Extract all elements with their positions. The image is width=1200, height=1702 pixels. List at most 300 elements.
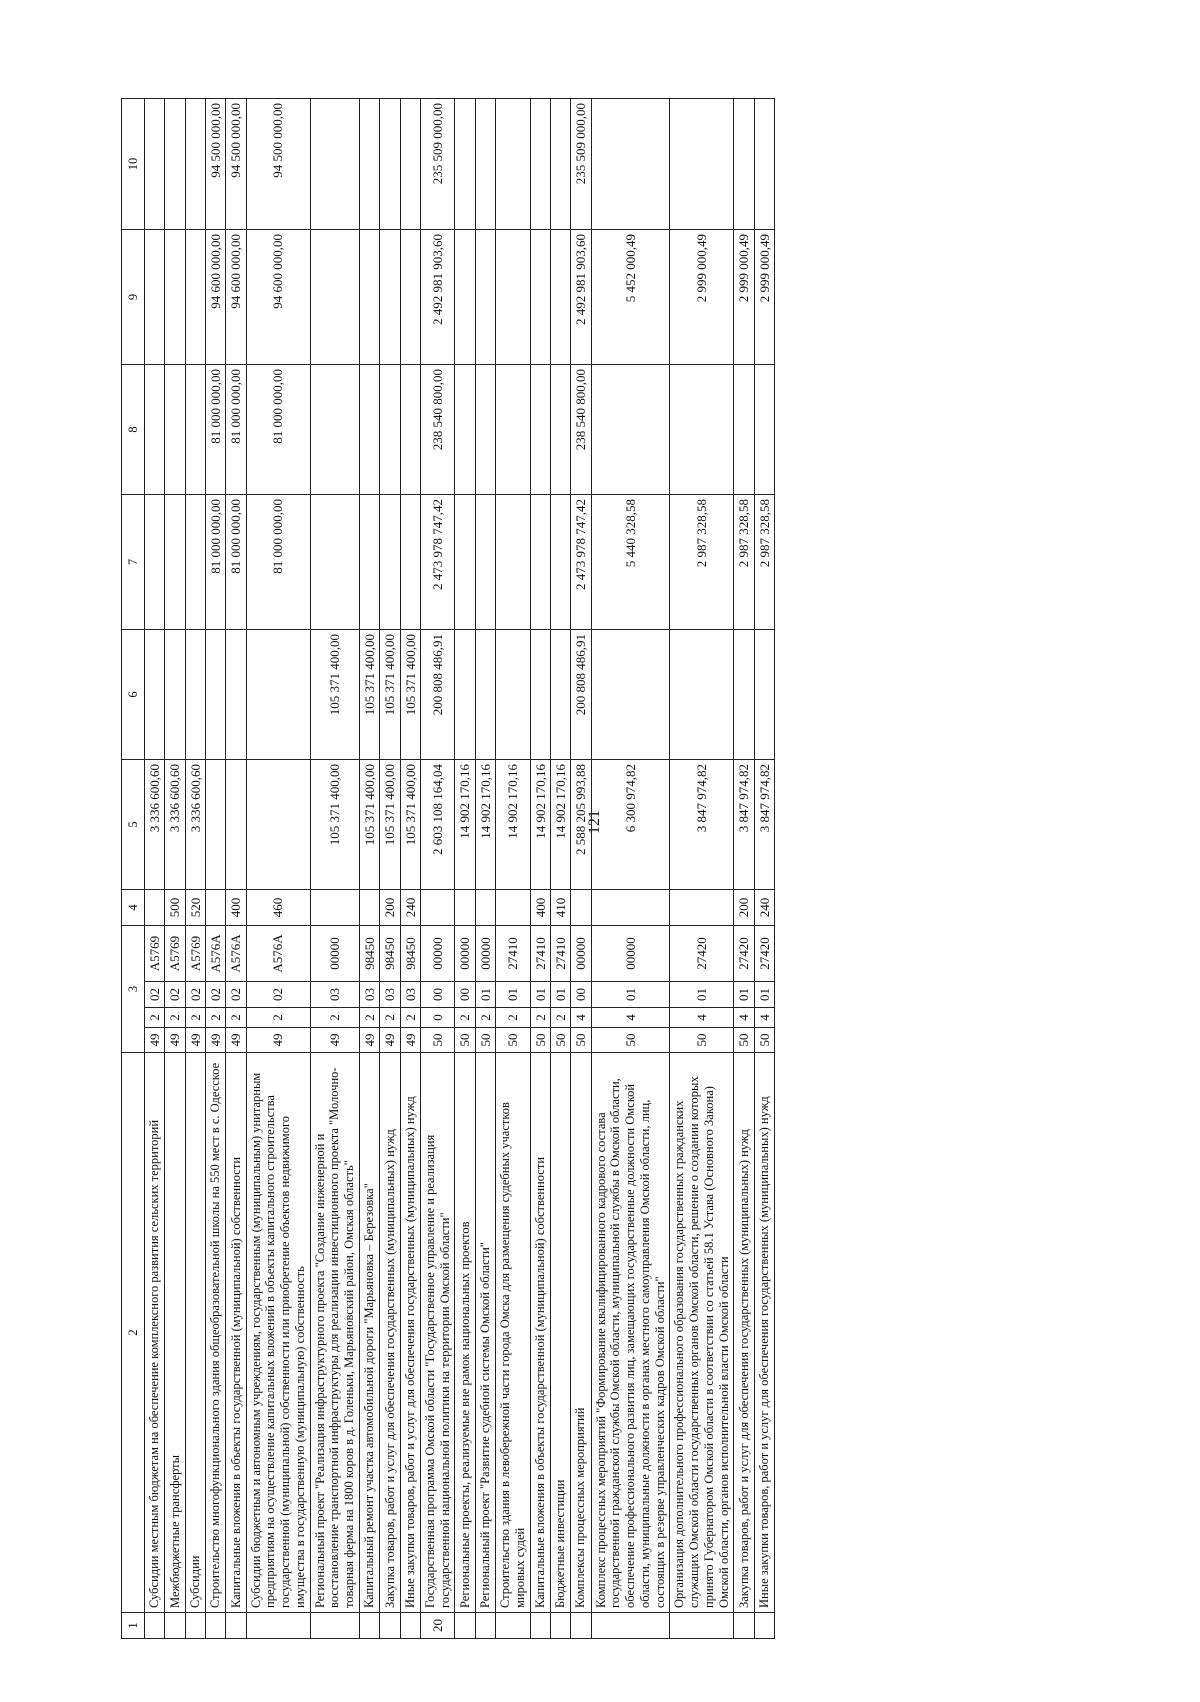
- code-event: 00: [455, 982, 475, 1008]
- row-name: Субсидии местным бюджетам на обеспечение комплексного развития сельских территорий: [145, 1053, 165, 1613]
- value-col-10: [530, 99, 550, 230]
- table-row: [380, 99, 400, 1639]
- value-col-7: [400, 495, 420, 630]
- row-name: Капитальный ремонт участка автомобильной дороги "Марьяновка – Березовка": [359, 1053, 379, 1613]
- row-index: [359, 1613, 379, 1639]
- code-subprogram: 2: [496, 1008, 531, 1028]
- code-subprogram: 2: [226, 1008, 246, 1028]
- code-event: 01: [734, 982, 754, 1008]
- code-subprogram: 2: [165, 1008, 185, 1028]
- code-direction: 00000: [591, 926, 670, 982]
- value-col-6: [165, 630, 185, 760]
- expense-type: [455, 890, 475, 926]
- expense-type: [670, 890, 734, 926]
- code-direction: 00000: [310, 926, 359, 982]
- value-col-9: 2 999 000,49: [670, 230, 734, 365]
- row-name: Иные закупки товаров, работ и услуг для обеспечения государственных (муниципальных) нужд: [400, 1053, 420, 1613]
- header-col-7: 7: [122, 495, 145, 630]
- value-col-10: [380, 99, 400, 230]
- value-col-10: 94 500 000,00: [226, 99, 246, 230]
- value-col-9: [530, 230, 550, 365]
- row-index: [380, 1613, 400, 1639]
- code-subprogram: 4: [734, 1008, 754, 1028]
- value-col-9: [145, 230, 165, 365]
- value-col-5: 3 336 600,60: [145, 760, 165, 890]
- table-row: [670, 99, 734, 1639]
- code-subprogram: 2: [550, 1008, 570, 1028]
- code-subprogram: 2: [310, 1008, 359, 1028]
- value-col-6: [734, 630, 754, 760]
- value-col-8: [496, 365, 531, 495]
- expense-type: 200: [734, 890, 754, 926]
- value-col-6: [455, 630, 475, 760]
- row-name: Региональные проекты, реализуемые вне рамок национальных проектов: [455, 1053, 475, 1613]
- value-col-6: 105 371 400,00: [310, 630, 359, 760]
- code-program: 49: [145, 1028, 165, 1053]
- header-col-10: 10: [122, 99, 145, 230]
- value-col-9: [455, 230, 475, 365]
- code-event: 01: [496, 982, 531, 1008]
- value-col-5: 14 902 170,16: [475, 760, 495, 890]
- table-row: [475, 99, 495, 1639]
- value-col-8: 81 000 000,00: [205, 365, 225, 495]
- value-col-7: [380, 495, 400, 630]
- value-col-8: [754, 365, 774, 495]
- code-subprogram: 2: [400, 1008, 420, 1028]
- value-col-6: [226, 630, 246, 760]
- row-index: [400, 1613, 420, 1639]
- expense-type: 460: [246, 890, 310, 926]
- code-direction: 00000: [571, 926, 591, 982]
- expense-type: 400: [530, 890, 550, 926]
- code-direction: 27420: [670, 926, 734, 982]
- expense-type: [591, 890, 670, 926]
- expense-type: [475, 890, 495, 926]
- value-col-7: [165, 495, 185, 630]
- code-event: 02: [246, 982, 310, 1008]
- table-row: [400, 99, 420, 1639]
- code-subprogram: 4: [670, 1008, 734, 1028]
- row-name: Межбюджетные трансферты: [165, 1053, 185, 1613]
- code-program: 49: [185, 1028, 205, 1053]
- row-index: [670, 1613, 734, 1639]
- row-index: [145, 1613, 165, 1639]
- value-col-9: [165, 230, 185, 365]
- value-col-9: 94 600 000,00: [205, 230, 225, 365]
- code-direction: A5769: [165, 926, 185, 982]
- expense-type: [496, 890, 531, 926]
- row-name: Бюджетные инвестиции: [550, 1053, 570, 1613]
- value-col-7: 5 440 328,58: [591, 495, 670, 630]
- value-col-7: 2 987 328,58: [754, 495, 774, 630]
- header-col-9: 9: [122, 230, 145, 365]
- value-col-9: [359, 230, 379, 365]
- code-program: 50: [455, 1028, 475, 1053]
- value-col-8: [591, 365, 670, 495]
- value-col-5: 3 847 974,82: [754, 760, 774, 890]
- code-subprogram: 4: [591, 1008, 670, 1028]
- header-col-8: 8: [122, 365, 145, 495]
- code-program: 50: [571, 1028, 591, 1053]
- value-col-9: [380, 230, 400, 365]
- value-col-10: [185, 99, 205, 230]
- value-col-10: [310, 99, 359, 230]
- value-col-6: [185, 630, 205, 760]
- value-col-8: [734, 365, 754, 495]
- row-index: [185, 1613, 205, 1639]
- value-col-5: 105 371 400,00: [359, 760, 379, 890]
- header-col-1: 1: [122, 1613, 145, 1639]
- code-direction: A5769: [185, 926, 205, 982]
- code-event: 01: [530, 982, 550, 1008]
- value-col-6: [246, 630, 310, 760]
- table-row: [145, 99, 165, 1639]
- row-name: Строительство многофункционального здания общеобразовательной школы на 550 мест в с. Одесское: [205, 1053, 225, 1613]
- expense-type: 200: [380, 890, 400, 926]
- value-col-10: [670, 99, 734, 230]
- expense-type: [571, 890, 591, 926]
- table-row: [530, 99, 550, 1639]
- code-event: 03: [310, 982, 359, 1008]
- row-name: Субсидии бюджетным и автономным учреждениям, государственным (муниципальным) унитарным предприятиям на осуществление капитальных вложений в объекты капитального строительства государственной (муниципальной) собственности или приобретение объектов недвижимого имущества в государственную (муниципальную) собственность: [246, 1053, 310, 1613]
- code-subprogram: 2: [530, 1008, 550, 1028]
- budget-table-rotated: [121, 99, 1141, 1639]
- value-col-8: 238 540 800,00: [571, 365, 591, 495]
- row-index: [246, 1613, 310, 1639]
- page-number: 121: [586, 810, 603, 834]
- value-col-9: 94 600 000,00: [226, 230, 246, 365]
- code-program: 49: [359, 1028, 379, 1053]
- value-col-6: 105 371 400,00: [380, 630, 400, 760]
- row-name: Комплекс процессных мероприятий "Формирование квалифицированного кадрового состава государственной гражданской службы Омской области, муниципальной службы в Омской области, обеспечение профессионального развития лиц, замещающих государственные должности Омской области, муниципальные должности в органах местного самоуправления Омской области, лиц, состоящих в резерве управленческих кадров Омской области": [591, 1053, 670, 1613]
- value-col-8: [475, 365, 495, 495]
- value-col-10: 94 500 000,00: [205, 99, 225, 230]
- code-program: 49: [310, 1028, 359, 1053]
- code-event: 02: [205, 982, 225, 1008]
- expense-type: [310, 890, 359, 926]
- code-direction: 00000: [420, 926, 455, 982]
- code-program: 50: [591, 1028, 670, 1053]
- row-index: [475, 1613, 495, 1639]
- code-direction: A576A: [246, 926, 310, 982]
- row-name: Закупка товаров, работ и услуг для обеспечения государственных (муниципальных) нужд: [380, 1053, 400, 1613]
- row-index: 20: [420, 1613, 455, 1639]
- code-subprogram: 2: [185, 1008, 205, 1028]
- code-event: 02: [185, 982, 205, 1008]
- value-col-5: 14 902 170,16: [455, 760, 475, 890]
- code-event: 01: [754, 982, 774, 1008]
- table-row: [165, 99, 185, 1639]
- value-col-7: [455, 495, 475, 630]
- value-col-7: [496, 495, 531, 630]
- code-program: 50: [550, 1028, 570, 1053]
- header-col-6: 6: [122, 630, 145, 760]
- value-col-6: [496, 630, 531, 760]
- code-direction: 98450: [380, 926, 400, 982]
- row-name: Региональный проект "Развитие судебной системы Омской области": [475, 1053, 495, 1613]
- value-col-8: [550, 365, 570, 495]
- row-name: Субсидии: [185, 1053, 205, 1613]
- code-program: 50: [475, 1028, 495, 1053]
- code-direction: A576A: [226, 926, 246, 982]
- row-name: Капитальные вложения в объекты государственной (муниципальной) собственности: [226, 1053, 246, 1613]
- code-program: 50: [670, 1028, 734, 1053]
- code-program: 49: [246, 1028, 310, 1053]
- table-row: [359, 99, 379, 1639]
- code-program: 49: [380, 1028, 400, 1053]
- code-event: 02: [226, 982, 246, 1008]
- value-col-10: 235 509 000,00: [571, 99, 591, 230]
- value-col-8: 238 540 800,00: [420, 365, 455, 495]
- value-col-9: 2 999 000,49: [754, 230, 774, 365]
- row-index: [310, 1613, 359, 1639]
- value-col-5: 3 336 600,60: [185, 760, 205, 890]
- code-event: 01: [591, 982, 670, 1008]
- table-row: [455, 99, 475, 1639]
- expense-type: [359, 890, 379, 926]
- header-col-2: 2: [122, 1053, 145, 1613]
- value-col-5: [205, 760, 225, 890]
- code-event: 03: [400, 982, 420, 1008]
- value-col-5: 14 902 170,16: [496, 760, 531, 890]
- value-col-8: 81 000 000,00: [246, 365, 310, 495]
- code-subprogram: 0: [420, 1008, 455, 1028]
- value-col-7: [530, 495, 550, 630]
- value-col-8: 81 000 000,00: [226, 365, 246, 495]
- expense-type: [145, 890, 165, 926]
- value-col-5: 3 336 600,60: [165, 760, 185, 890]
- value-col-5: 2 588 205 993,88: [571, 760, 591, 890]
- code-direction: 00000: [455, 926, 475, 982]
- expense-type: 400: [226, 890, 246, 926]
- value-col-9: [550, 230, 570, 365]
- value-col-6: [530, 630, 550, 760]
- table-body: [145, 99, 775, 1639]
- value-col-8: [185, 365, 205, 495]
- value-col-6: 200 808 486,91: [420, 630, 455, 760]
- header-col-3: 3: [122, 926, 145, 1053]
- row-index: [165, 1613, 185, 1639]
- value-col-6: 200 808 486,91: [571, 630, 591, 760]
- value-col-10: 235 509 000,00: [420, 99, 455, 230]
- value-col-5: 105 371 400,00: [400, 760, 420, 890]
- expense-type: 520: [185, 890, 205, 926]
- code-program: 49: [165, 1028, 185, 1053]
- row-name: Строительство здания в левобережной части города Омска для размещения судебных участков мировых судей: [496, 1053, 531, 1613]
- value-col-6: [145, 630, 165, 760]
- code-event: 01: [670, 982, 734, 1008]
- value-col-5: 2 603 108 164,04: [420, 760, 455, 890]
- row-index: [455, 1613, 475, 1639]
- table-row: [550, 99, 570, 1639]
- row-name: Комплексы процессных мероприятий: [571, 1053, 591, 1613]
- code-direction: 98450: [400, 926, 420, 982]
- value-col-5: 6 300 974,82: [591, 760, 670, 890]
- row-index: [530, 1613, 550, 1639]
- value-col-8: [310, 365, 359, 495]
- row-name: Региональный проект "Реализация инфраструктурного проекта "Создание инженерной и восстановление транспортной инфраструктуры для реализации инвестиционного проекта "Молочно-товарная ферма на 1800 коров в д. Голеньки, Марьяновский район, Омская область": [310, 1053, 359, 1613]
- value-col-10: [734, 99, 754, 230]
- code-subprogram: 2: [475, 1008, 495, 1028]
- code-event: 02: [165, 982, 185, 1008]
- value-col-7: 2 473 978 747,42: [420, 495, 455, 630]
- code-subprogram: 2: [145, 1008, 165, 1028]
- table-row: [571, 99, 591, 1639]
- value-col-10: [359, 99, 379, 230]
- code-subprogram: 2: [246, 1008, 310, 1028]
- code-direction: 00000: [475, 926, 495, 982]
- value-col-5: [226, 760, 246, 890]
- expense-type: 410: [550, 890, 570, 926]
- value-col-7: 81 000 000,00: [205, 495, 225, 630]
- value-col-6: [475, 630, 495, 760]
- value-col-9: 2 492 981 903,60: [571, 230, 591, 365]
- value-col-10: [145, 99, 165, 230]
- code-subprogram: 2: [380, 1008, 400, 1028]
- value-col-9: 94 600 000,00: [246, 230, 310, 365]
- table-row: [310, 99, 359, 1639]
- value-col-10: [496, 99, 531, 230]
- table-row: [496, 99, 531, 1639]
- code-program: 50: [496, 1028, 531, 1053]
- value-col-7: [310, 495, 359, 630]
- value-col-8: [455, 365, 475, 495]
- value-col-9: [310, 230, 359, 365]
- code-subprogram: 2: [205, 1008, 225, 1028]
- code-program: 50: [734, 1028, 754, 1053]
- value-col-6: [205, 630, 225, 760]
- row-index: [205, 1613, 225, 1639]
- value-col-7: 2 987 328,58: [670, 495, 734, 630]
- header-col-5: 5: [122, 760, 145, 890]
- value-col-9: 2 492 981 903,60: [420, 230, 455, 365]
- expense-type: 240: [400, 890, 420, 926]
- row-name: Организация дополнительного профессионального образования государственных гражданских служащих Омской области государственных органов Омской области, решение о создании которых принято Губернатором Омской области в соответствии со статьей 58.1 Устава (Основного Закона) Омской области, органов исполнительной власти Омской области: [670, 1053, 734, 1613]
- row-index: [550, 1613, 570, 1639]
- value-col-7: [550, 495, 570, 630]
- code-subprogram: 2: [455, 1008, 475, 1028]
- code-program: 49: [400, 1028, 420, 1053]
- row-name: Государственная программа Омской области "Государственное управление и реализация государственной национальной политики на территории Омской области": [420, 1053, 455, 1613]
- code-direction: 27420: [734, 926, 754, 982]
- value-col-6: 105 371 400,00: [359, 630, 379, 760]
- value-col-10: [591, 99, 670, 230]
- value-col-8: [380, 365, 400, 495]
- value-col-5: 14 902 170,16: [550, 760, 570, 890]
- row-name: Капитальные вложения в объекты государственной (муниципальной) собственности: [530, 1053, 550, 1613]
- value-col-5: 3 847 974,82: [670, 760, 734, 890]
- value-col-10: 94 500 000,00: [246, 99, 310, 230]
- row-index: [591, 1613, 670, 1639]
- value-col-7: 2 987 328,58: [734, 495, 754, 630]
- value-col-10: [400, 99, 420, 230]
- code-subprogram: 4: [571, 1008, 591, 1028]
- row-index: [226, 1613, 246, 1639]
- code-subprogram: 2: [359, 1008, 379, 1028]
- value-col-8: [145, 365, 165, 495]
- value-col-6: [550, 630, 570, 760]
- value-col-5: 3 847 974,82: [734, 760, 754, 890]
- code-event: 03: [359, 982, 379, 1008]
- table-row: [205, 99, 225, 1639]
- value-col-7: 2 473 978 747,42: [571, 495, 591, 630]
- value-col-10: [455, 99, 475, 230]
- value-col-8: [670, 365, 734, 495]
- expense-type: 240: [754, 890, 774, 926]
- row-index: [754, 1613, 774, 1639]
- value-col-6: [754, 630, 774, 760]
- value-col-6: 105 371 400,00: [400, 630, 420, 760]
- code-direction: A5769: [145, 926, 165, 982]
- expense-type: [420, 890, 455, 926]
- table-row: [591, 99, 670, 1639]
- code-event: 01: [550, 982, 570, 1008]
- budget-table: [121, 98, 775, 1639]
- code-event: 00: [571, 982, 591, 1008]
- value-col-8: [165, 365, 185, 495]
- code-event: 02: [145, 982, 165, 1008]
- code-direction: 98450: [359, 926, 379, 982]
- code-program: 49: [226, 1028, 246, 1053]
- value-col-6: [591, 630, 670, 760]
- table-row: [420, 99, 455, 1639]
- value-col-10: [475, 99, 495, 230]
- row-name: Закупка товаров, работ и услуг для обеспечения государственных (муниципальных) нужд: [734, 1053, 754, 1613]
- value-col-7: 81 000 000,00: [246, 495, 310, 630]
- expense-type: [205, 890, 225, 926]
- code-subprogram: 4: [754, 1008, 774, 1028]
- value-col-8: [530, 365, 550, 495]
- code-direction: 27420: [754, 926, 774, 982]
- row-index: [734, 1613, 754, 1639]
- value-col-7: 81 000 000,00: [226, 495, 246, 630]
- code-program: 50: [530, 1028, 550, 1053]
- value-col-8: [400, 365, 420, 495]
- table-header-row: [122, 99, 145, 1639]
- code-direction: 27410: [496, 926, 531, 982]
- table-row: [246, 99, 310, 1639]
- value-col-10: [754, 99, 774, 230]
- code-direction: 27410: [550, 926, 570, 982]
- table-row: [734, 99, 754, 1639]
- value-col-9: [400, 230, 420, 365]
- value-col-7: [475, 495, 495, 630]
- value-col-7: [145, 495, 165, 630]
- row-index: [496, 1613, 531, 1639]
- code-event: 03: [380, 982, 400, 1008]
- value-col-5: [246, 760, 310, 890]
- value-col-5: 105 371 400,00: [310, 760, 359, 890]
- value-col-10: [165, 99, 185, 230]
- value-col-9: 2 999 000,49: [734, 230, 754, 365]
- expense-type: 500: [165, 890, 185, 926]
- value-col-6: [670, 630, 734, 760]
- row-index: [571, 1613, 591, 1639]
- code-program: 49: [205, 1028, 225, 1053]
- code-event: 00: [420, 982, 455, 1008]
- table-row: [226, 99, 246, 1639]
- value-col-5: 14 902 170,16: [530, 760, 550, 890]
- value-col-7: [359, 495, 379, 630]
- value-col-8: [359, 365, 379, 495]
- value-col-5: 105 371 400,00: [380, 760, 400, 890]
- value-col-9: [496, 230, 531, 365]
- value-col-9: [475, 230, 495, 365]
- value-col-10: [550, 99, 570, 230]
- value-col-9: [185, 230, 205, 365]
- code-program: 50: [420, 1028, 455, 1053]
- table-row: [754, 99, 774, 1639]
